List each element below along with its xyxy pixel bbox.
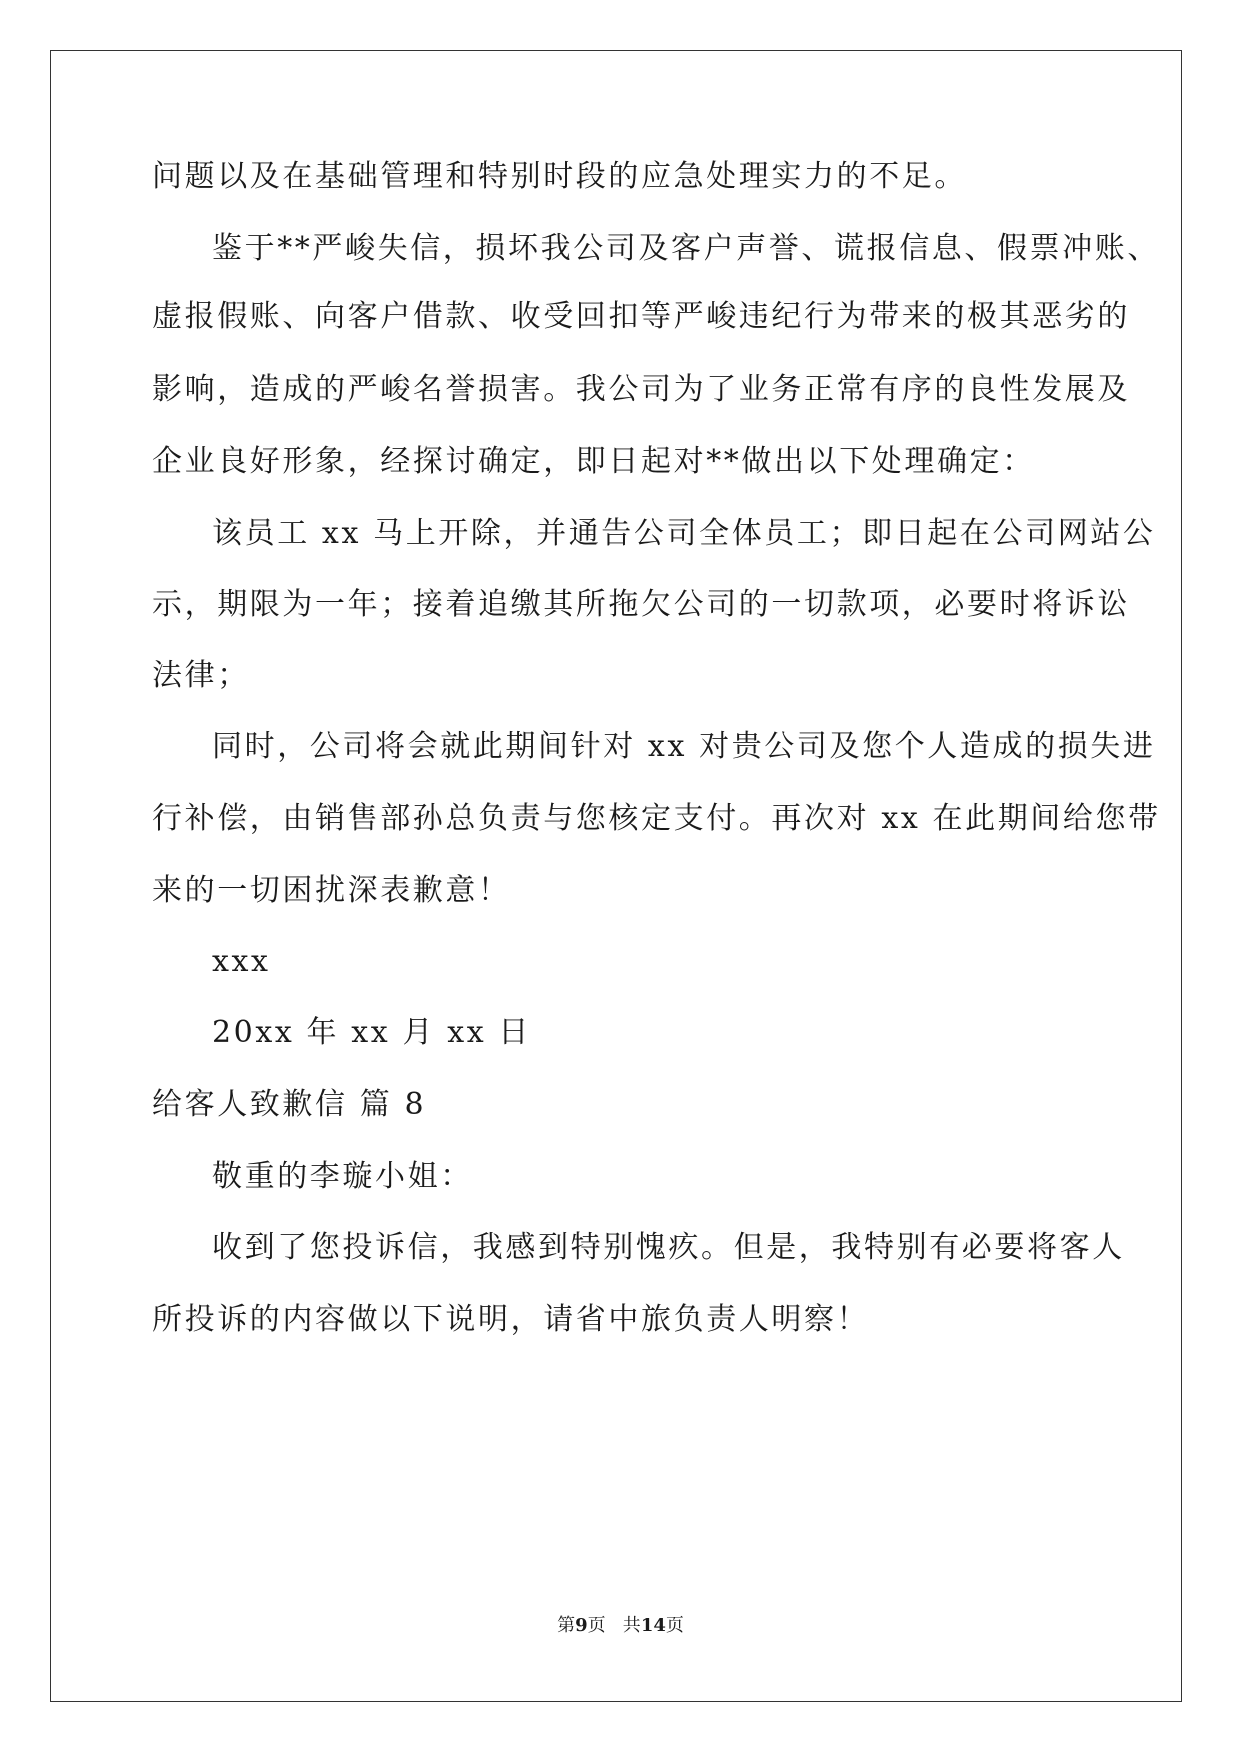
paragraph-line: 影响，造成的严峻名誉损害。我公司为了业务正常有序的良性发展及 [152, 372, 1130, 407]
paragraph-line: 法律； [152, 658, 250, 693]
paragraph-line: 行补偿，由销售部孙总负责与您核定支付。再次对 xx 在此期间给您带 [152, 801, 1161, 836]
page-footer [0, 1614, 1241, 1638]
paragraph-line: 来的一切困扰深表歉意！ [152, 873, 511, 908]
date-line: 20xx 年 xx 月 xx 日 [212, 1015, 531, 1050]
footer-mid: 页 共 [587, 1615, 641, 1636]
paragraph-line: 该员工 xx 马上开除，并通告公司全体员工；即日起在公司网站公 [212, 516, 1156, 551]
paragraph-line: 问题以及在基础管理和特别时段的应急处理实力的不足。 [152, 159, 967, 194]
paragraph-line: 企业良好形象，经探讨确定，即日起对**做出以下处理确定： [152, 444, 1035, 479]
paragraph-line: 鉴于**严峻失信，损坏我公司及客户声誉、谎报信息、假票冲账、 [212, 231, 1160, 266]
paragraph-line: 示，期限为一年；接着追缴其所拖欠公司的一切款项，必要时将诉讼 [152, 587, 1130, 622]
total-pages: 14 [640, 1615, 666, 1636]
footer-prefix: 第 [557, 1615, 576, 1636]
section-heading: 给客人致歉信 篇 8 [152, 1087, 427, 1122]
salutation: 敬重的李璇小姐： [212, 1159, 473, 1194]
signature: xxx [212, 944, 271, 979]
paragraph-line: 所投诉的内容做以下说明，请省中旅负责人明察！ [152, 1302, 870, 1337]
footer-suffix: 页 [665, 1615, 684, 1636]
page-number: 9 [575, 1615, 588, 1636]
paragraph-line: 虚报假账、向客户借款、收受回扣等严峻违纪行为带来的极其恶劣的 [152, 299, 1130, 334]
paragraph-line: 收到了您投诉信，我感到特别愧疚。但是，我特别有必要将客人 [212, 1230, 1125, 1265]
paragraph-line: 同时，公司将会就此期间针对 xx 对贵公司及您个人造成的损失进 [212, 729, 1156, 764]
